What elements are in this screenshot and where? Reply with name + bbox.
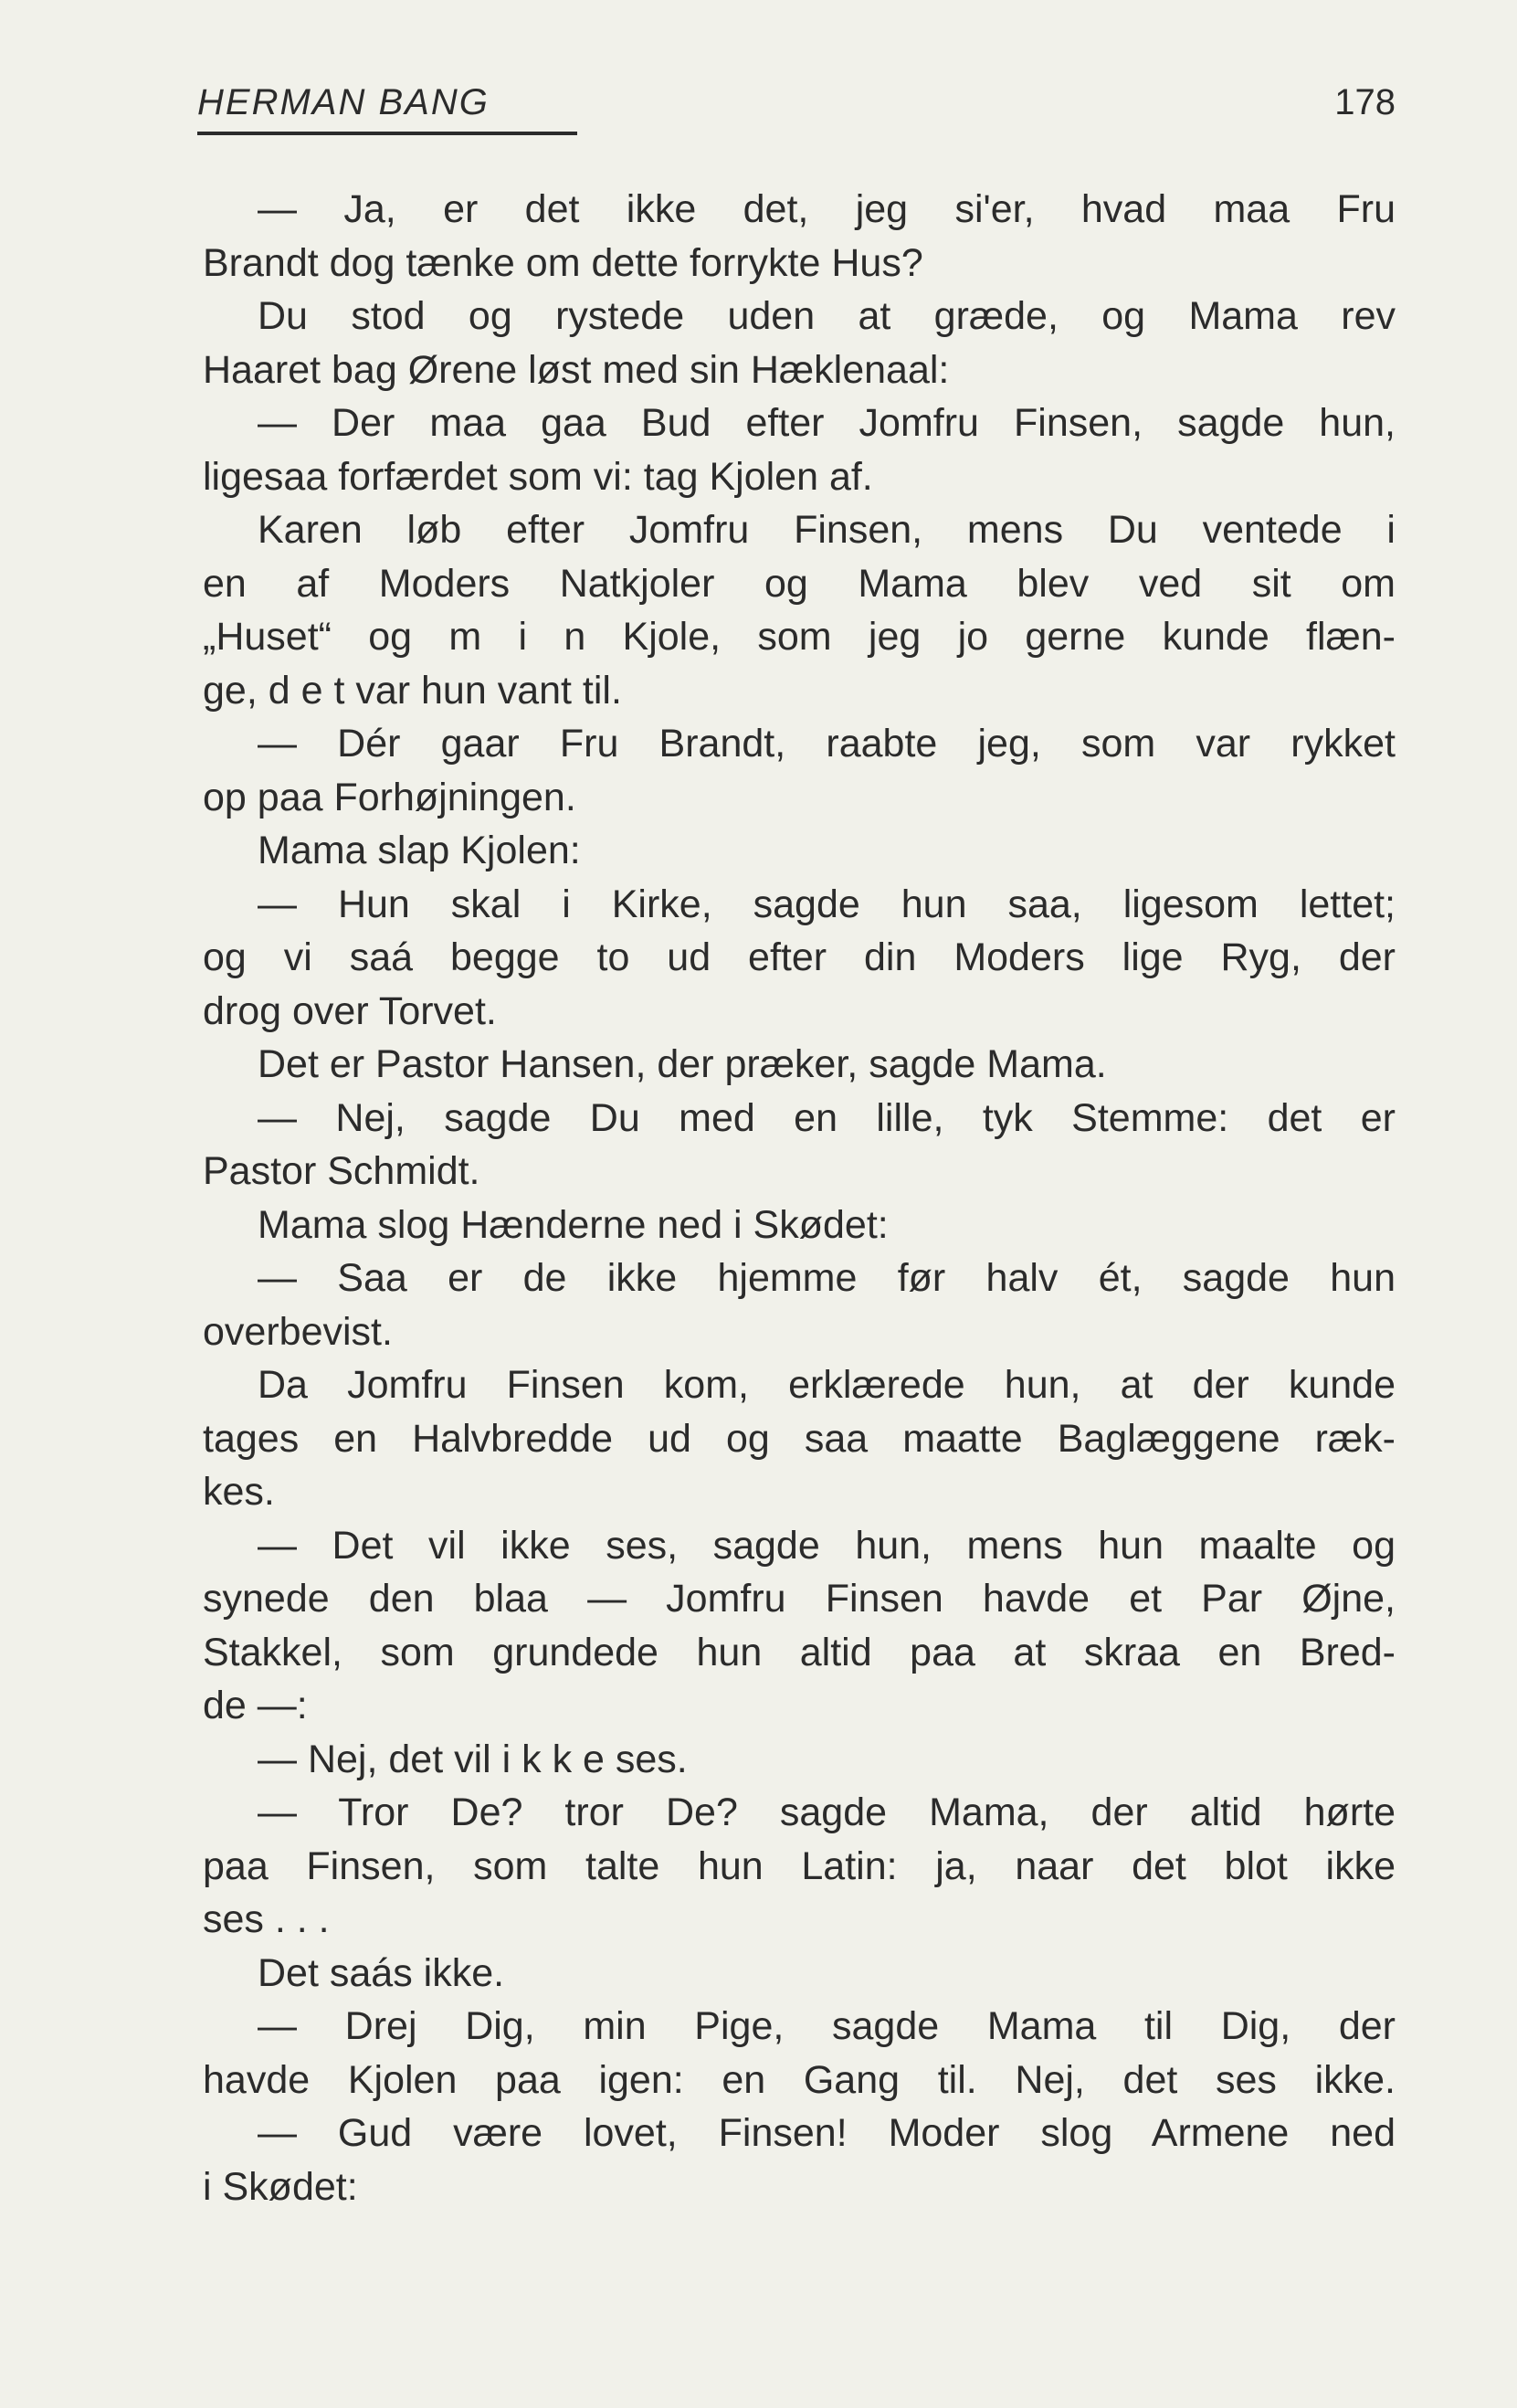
text-line: — Nej, sagde Du med en lille, tyk Stemme: det er [258, 1095, 1396, 1140]
running-header [197, 80, 1396, 141]
text-line: — Nej, det vil i k k e ses. [258, 1737, 688, 1781]
text-line: Du stod og rystede uden at græde, og Mama rev [258, 294, 1396, 338]
text-line: overbevist. [203, 1309, 393, 1354]
text-line: kes. [203, 1470, 275, 1514]
text-line: — Drej Dig, min Pige, sagde Mama til Dig, der [258, 2004, 1396, 2048]
text-line: Brandt dog tænke om dette forrykte Hus? [203, 240, 923, 285]
text-line: „Huset“ og m i n Kjole, som jeg jo gerne kunde flæn- [203, 615, 1396, 659]
body-text [203, 183, 1396, 2213]
text-line: Mama slog Hænderne ned i Skødet: [258, 1202, 889, 1247]
text-line: ge, d e t var hun vant til. [203, 668, 622, 713]
text-line: Det saás ikke. [258, 1950, 505, 1995]
text-line: og vi saá begge to ud efter din Moders lige Ryg, der [203, 935, 1396, 979]
running-head-author: HERMAN BANG [197, 82, 490, 122]
text-line: ses . . . [203, 1897, 330, 1941]
text-line: synede den blaa — Jomfru Finsen havde et Par Øjne, [203, 1577, 1396, 1621]
text-line: — Der maa gaa Bud efter Jomfru Finsen, sagde hun, [258, 401, 1396, 445]
text-line: — Saa er de ikke hjemme før halv ét, sagde hun [258, 1256, 1396, 1300]
text-line: havde Kjolen paa igen: en Gang til. Nej, det ses ikke. [203, 2057, 1396, 2102]
text-line: i Skødet: [203, 2164, 358, 2209]
text-line: op paa Forhøjningen. [203, 775, 576, 819]
text-line: Pastor Schmidt. [203, 1149, 480, 1193]
text-line: Da Jomfru Finsen kom, erklærede hun, at der kunde [258, 1363, 1396, 1407]
text-line: ligesaa forfærdet som vi: tag Kjolen af. [203, 454, 873, 499]
text-line: Det er Pastor Hansen, der præker, sagde Mama. [258, 1042, 1107, 1086]
text-line: Haaret bag Ørene løst med sin Hæklenaal: [203, 347, 950, 392]
header-rule [197, 132, 577, 135]
text-line: — Ja, er det ikke det, jeg si'er, hvad maa Fru [258, 187, 1396, 231]
text-line: tages en Halvbredde ud og saa maatte Baglæggene ræk- [203, 1416, 1396, 1461]
text-line: Stakkel, som grundede hun altid paa at skraa en Bred- [203, 1630, 1396, 1674]
text-line: Mama slap Kjolen: [258, 829, 581, 872]
text-line: en af Moders Natkjoler og Mama blev ved sit om [203, 561, 1396, 606]
page-number: 178 [1334, 82, 1396, 122]
text-line: — Gud være lovet, Finsen! Moder slog Armene ned [258, 2111, 1396, 2155]
text-line: drog over Torvet. [203, 988, 497, 1033]
text-line: — Dér gaar Fru Brandt, raabte jeg, som var rykket [258, 722, 1396, 766]
text-line: Karen løb efter Jomfru Finsen, mens Du ventede i [258, 508, 1396, 552]
text-line: — Hun skal i Kirke, sagde hun saa, ligesom lettet; [258, 882, 1396, 926]
text-line: de —: [203, 1684, 308, 1727]
text-line: — Tror De? tror De? sagde Mama, der altid hørte [258, 1790, 1396, 1834]
text-line: paa Finsen, som talte hun Latin: ja, naar det blot ikke [203, 1843, 1396, 1888]
text-line: — Det vil ikke ses, sagde hun, mens hun maalte og [258, 1523, 1396, 1568]
